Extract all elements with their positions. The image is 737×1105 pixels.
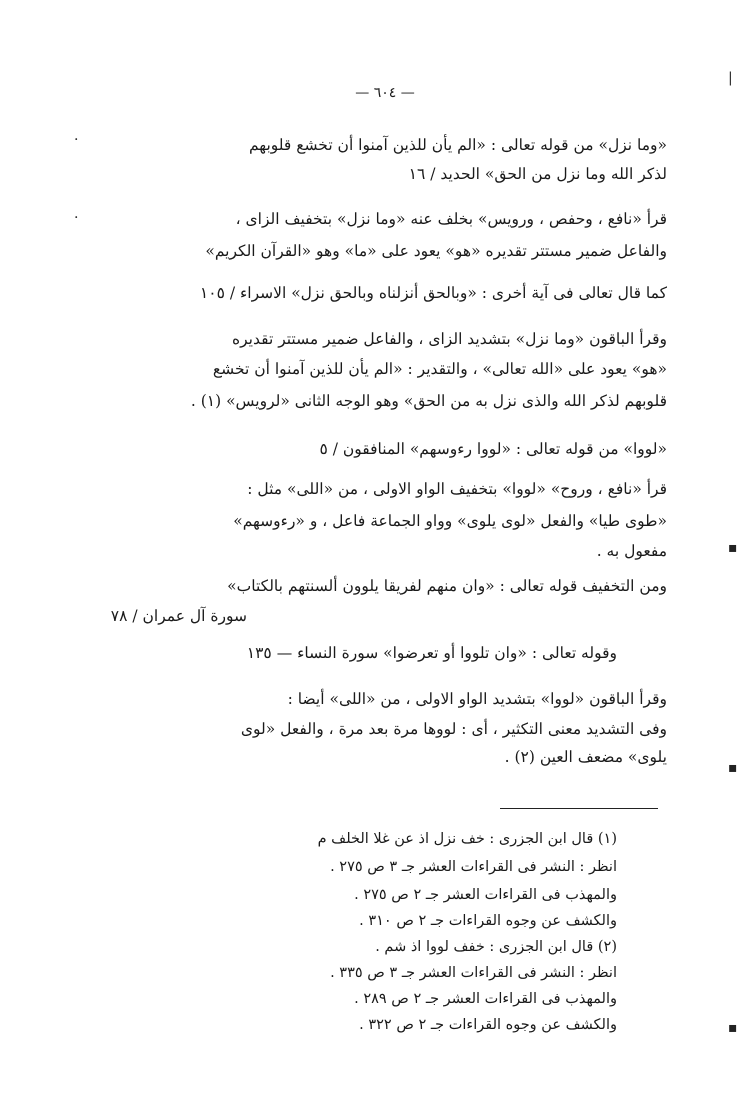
paragraph-4-line-1: «لووا» من قوله تعالى : «لووا رءوسهم» المنافقون / ٥ [319,440,667,458]
paragraph-1-line-2: لذكر الله وما نزل من الحق» الحديد / ١٦ [408,165,667,183]
scan-mark-right-2: ▪ [728,540,737,556]
footnote-line-2: انظر : النشر فى القراءات العشر جـ ٣ ص ٢٧٥ . [330,859,617,875]
footnote-separator [500,808,658,809]
paragraph-7-line-1: وقرأ الباقون «لووا» بتشديد الواو الاولى ، من «اللى» أيضا : [287,690,667,708]
paragraph-4-line-2: قرأ «نافع ، وروح» «لووا» بتخفيف الواو الاولى ، من «اللى» مثل : [247,480,667,498]
paragraph-4-line-4: مفعول به . [596,542,667,560]
paragraph-3-line-2: «هو» يعود على «الله تعالى» ، والتقدير : «الم يأن للذين آمنوا أن تخشع [212,360,667,378]
paragraph-7-line-2: وفى التشديد معنى التكثير ، أى : لووها مرة بعد مرة ، والفعل «لوى [240,720,667,738]
paragraph-5-line-2: سورة آل عمران / ٧٨ [110,607,247,625]
paragraph-2-line-1: قرأ «نافع ، وحفص ، ورويس» بخلف عنه «وما نزل» بتخفيف الزاى ، [235,210,667,228]
paragraph-1-line-1: «وما نزل» من قوله تعالى : «الم يأن للذين آمنوا أن تخشع قلوبهم [248,136,667,154]
footnote-line-1: (١) قال ابن الجزرى : خف نزل اذ عن غلا الخلف م [317,831,617,847]
scan-mark-left-1: . [74,128,79,144]
paragraph-2-line-2: والفاعل ضمير مستتر تقديره «هو» يعود على «ما» وهو «القرآن الكريم» [205,242,667,260]
paragraph-5-line-1: ومن التخفيف قوله تعالى : «وان منهم لفريقا يلوون ألسنتهم بالكتاب» [227,577,667,595]
paragraph-6-line-1: وقوله تعالى : «وان تلووا أو تعرضوا» سورة النساء — ١٣٥ [246,644,617,662]
footnote-line-4: والكشف عن وجوه القراءات جـ ٢ ص ٣١٠ . [359,913,617,929]
paragraph-7-line-3: يلوى» مضعف العين (٢) . [504,748,667,766]
paragraph-2-line-3: كما قال تعالى فى آية أخرى : «وبالحق أنزلناه وبالحق نزل» الاسراء / ١٠٥ [199,284,667,302]
paragraph-3-line-3: قلوبهم لذكر الله والذى نزل به من الحق» وهو الوجه الثانى «لرويس» (١) . [190,392,667,410]
scan-mark-right-4: ▪ [728,1020,737,1036]
footnote-line-7: والمهذب فى القراءات العشر جـ ٢ ص ٢٨٩ . [354,991,617,1007]
scan-mark-right-3: ▪ [728,760,737,776]
scan-mark-right-1: | [728,70,733,86]
footnote-line-6: انظر : النشر فى القراءات العشر جـ ٣ ص ٣٣٥ . [330,965,617,981]
footnote-line-5: (٢) قال ابن الجزرى : خفف لووا اذ شم . [375,939,617,955]
footnote-line-3: والمهذب فى القراءات العشر جـ ٢ ص ٢٧٥ . [354,887,617,903]
page-number-header: — ٦٠٤ — [355,85,415,101]
scan-mark-left-2: . [74,206,79,222]
paragraph-4-line-3: «طوى طيا» والفعل «لوى يلوى» وواو الجماعة فاعل ، و «رءوسهم» [233,512,667,530]
paragraph-3-line-1: وقرأ الباقون «وما نزل» بتشديد الزاى ، والفاعل ضمير مستتر تقديره [231,330,667,348]
footnote-line-8: والكشف عن وجوه القراءات جـ ٢ ص ٣٢٢ . [359,1017,617,1033]
